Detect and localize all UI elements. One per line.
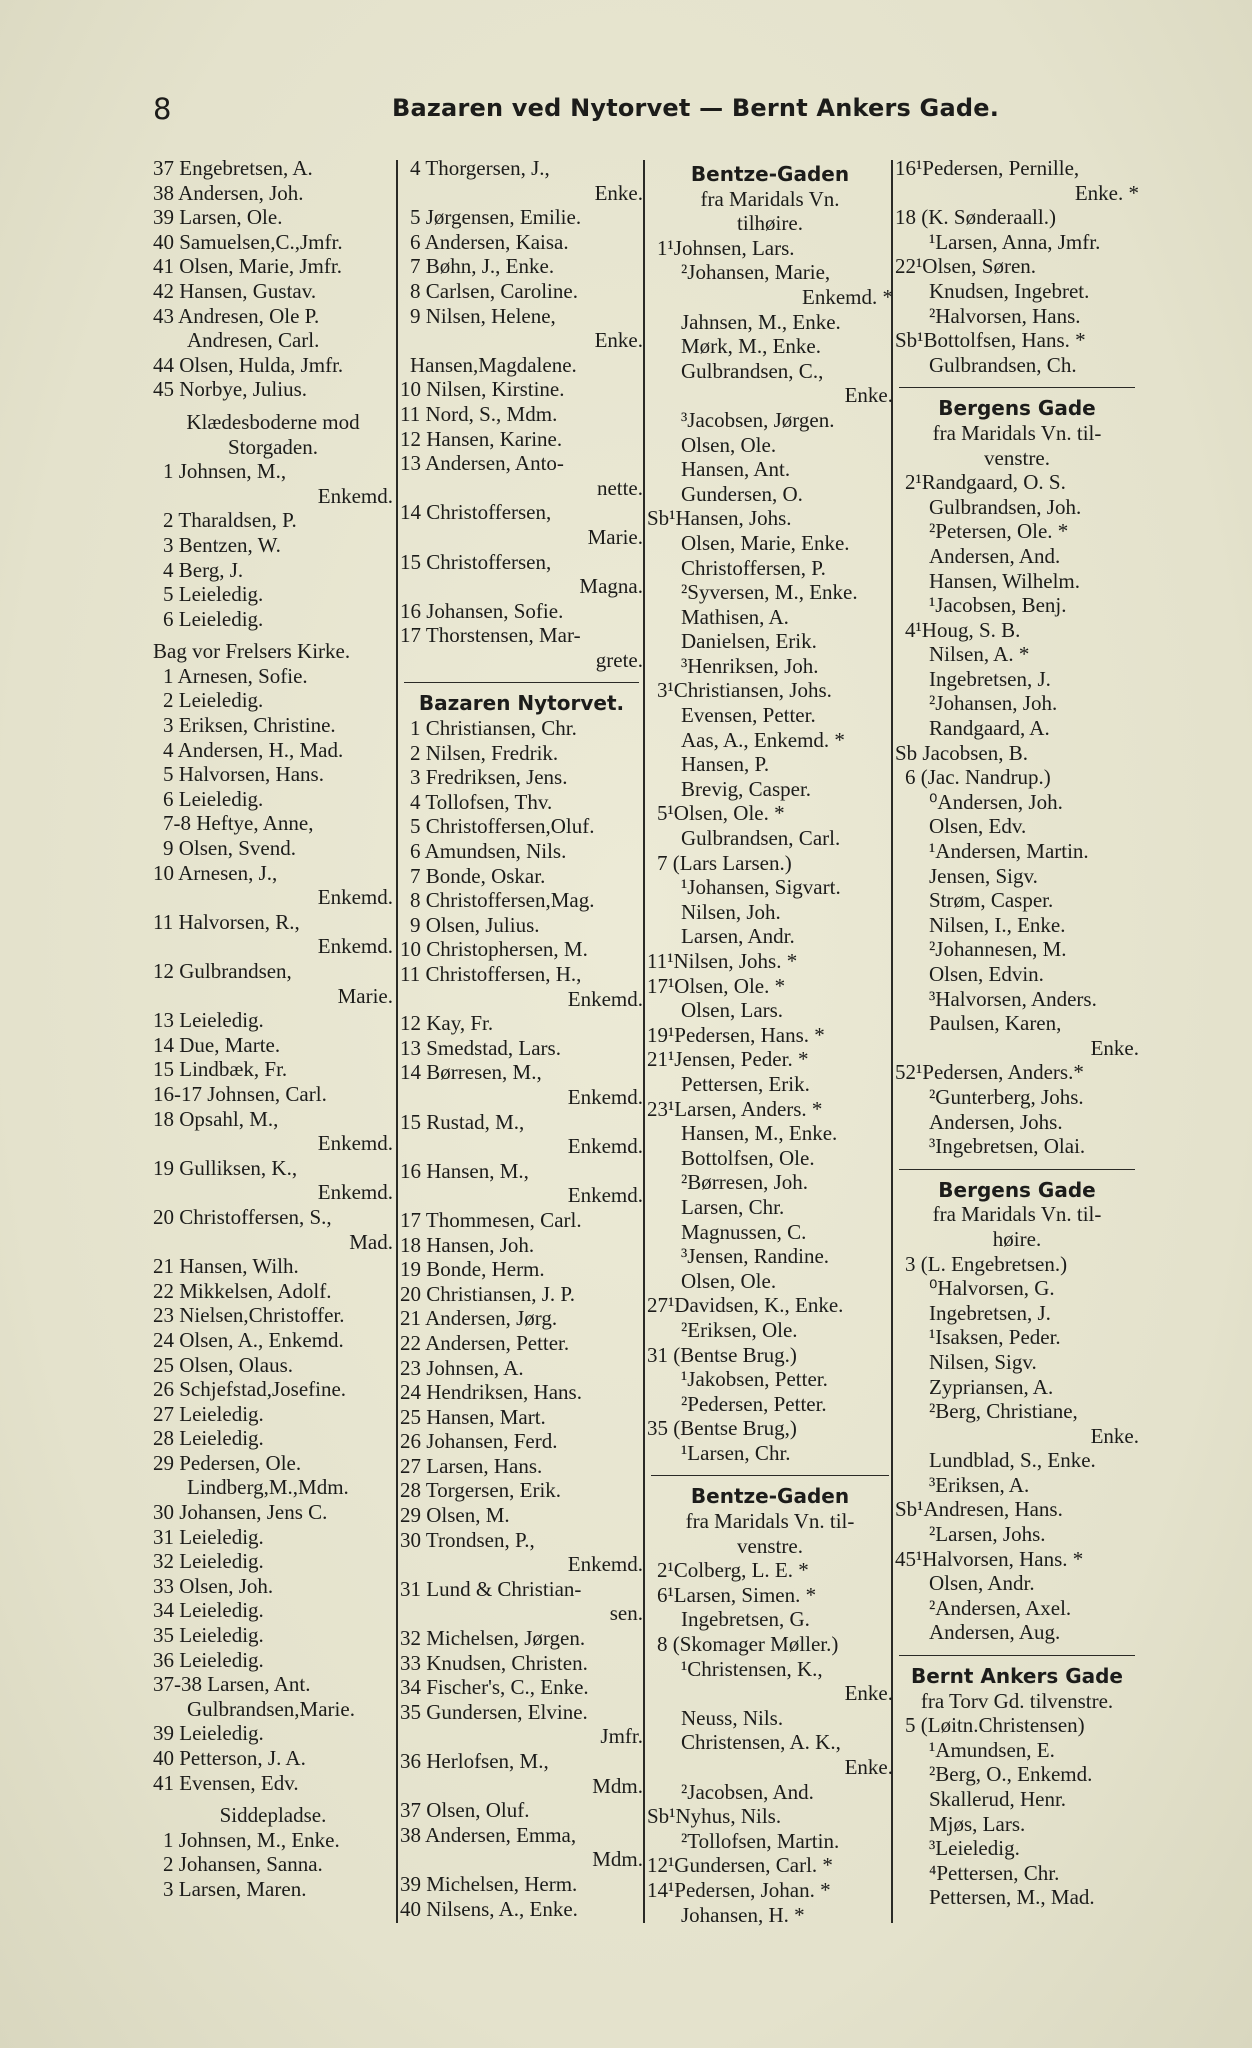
directory-entry: 3 Bentzen, W. <box>163 532 281 557</box>
directory-entry: Randgaard, A. <box>929 716 1050 741</box>
directory-entry: Enkemd. <box>317 1180 393 1205</box>
directory-entry: 1 Arnesen, Sofie. <box>163 663 308 688</box>
directory-entry: 27¹Davidsen, K., Enke. <box>647 1293 844 1318</box>
spacer <box>153 1795 393 1803</box>
directory-entry: 31 Leieledig. <box>153 1524 264 1549</box>
directory-entry: 30 Johansen, Jens C. <box>153 1500 328 1525</box>
directory-entry: 7 Bøhn, J., Enke. <box>410 254 555 279</box>
directory-entry: Sb¹Hansen, Johs. <box>647 506 792 531</box>
directory-entry: 5 Halvorsen, Hans. <box>163 762 324 787</box>
directory-entry: 16-17 Johnsen, Carl. <box>153 1081 327 1106</box>
directory-entry: Pettersen, M., Mad. <box>929 1885 1095 1910</box>
directory-entry: 17¹Olsen, Ole. * <box>647 973 786 998</box>
directory-entry: grete. <box>595 647 643 672</box>
directory-entry: 45 Norbye, Julius. <box>153 377 307 402</box>
directory-entry: Ingebretsen, J. <box>929 1300 1051 1325</box>
directory-entry: Enkemd. <box>567 1134 643 1159</box>
column-4 <box>895 156 1139 1910</box>
directory-entry: 10 Christophersen, M. <box>400 937 588 962</box>
directory-entry: 44 Olsen, Hulda, Jmfr. <box>153 352 344 377</box>
directory-entry: ¹Johansen, Sigvart. <box>681 875 841 900</box>
directory-entry: 18 (K. Sønderaall.) <box>895 205 1056 230</box>
page-header: Bazaren ved Nytorvet — Bernt Ankers Gade. <box>392 94 1000 122</box>
directory-entry: Gulbrandsen, C., <box>681 358 824 383</box>
directory-entry: Enke. * <box>1074 180 1139 205</box>
directory-entry: Enke. <box>844 1681 893 1706</box>
directory-entry: 11¹Nilsen, Johs. * <box>647 949 798 973</box>
directory-entry: 3 (L. Engebretsen.) <box>905 1251 1068 1276</box>
directory-entry: Gundersen, O. <box>681 481 803 506</box>
directory-entry: 6 Amundsen, Nils. <box>410 839 567 864</box>
directory-entry: 37-38 Larsen, Ant. <box>153 1672 311 1697</box>
directory-entry: Siddepladse. <box>219 1803 327 1828</box>
directory-entry: 23¹Larsen, Anders. * <box>647 1096 823 1121</box>
directory-entry: ²Syversen, M., Enke. <box>681 580 858 605</box>
directory-entry: Brevig, Casper. <box>681 776 812 801</box>
directory-entry: 45¹Halvorsen, Hans. * <box>895 1546 1084 1571</box>
directory-entry: 13 Smedstad, Lars. <box>400 1035 561 1060</box>
directory-entry: 9 Nilsen, Helene, <box>410 303 556 328</box>
directory-entry: Evensen, Petter. <box>681 703 816 728</box>
directory-entry: Sb¹Nyhus, Nils. <box>647 1804 782 1829</box>
directory-entry: ²Pedersen, Petter. <box>681 1391 827 1416</box>
directory-entry: 12 Gulbrandsen, <box>153 959 292 983</box>
directory-entry: fra Maridals Vn. til- <box>932 1202 1102 1227</box>
directory-entry: Mørk, M., Enke. <box>681 334 821 359</box>
directory-entry: Neuss, Nils. <box>681 1705 784 1730</box>
directory-entry: 22 Mikkelsen, Adolf. <box>153 1278 332 1303</box>
spacer <box>153 631 393 639</box>
directory-entry: venstre. <box>984 445 1050 470</box>
column-1 <box>153 156 393 1902</box>
directory-entry: 9 Olsen, Julius. <box>410 912 540 937</box>
directory-entry: ¹Andersen, Martin. <box>929 839 1089 864</box>
directory-entry: 16¹Pedersen, Pernille, <box>895 156 1080 180</box>
directory-entry: Johansen, H. * <box>681 1902 805 1927</box>
directory-entry: Mjøs, Lars. <box>929 1811 1026 1836</box>
directory-entry: 40 Petterson, J. A. <box>153 1746 306 1770</box>
directory-entry: 29 Olsen, M. <box>400 1503 510 1528</box>
directory-entry: Klædesboderne mod <box>186 409 360 434</box>
directory-entry: 8 (Skomager Møller.) <box>657 1632 839 1657</box>
directory-entry: 7-8 Heftye, Anne, <box>163 811 314 836</box>
directory-entry: 7 (Lars Larsen.) <box>657 850 792 875</box>
directory-entry: ²Berg, Christiane, <box>929 1399 1078 1424</box>
directory-entry: 29 Pedersen, Ole. <box>153 1450 302 1475</box>
directory-entry: Enke. <box>594 180 643 205</box>
section-rule <box>899 1655 1135 1656</box>
directory-entry: 12 Kay, Fr. <box>400 1011 494 1036</box>
directory-entry: 35 Leieledig. <box>153 1623 264 1648</box>
directory-entry: Hansen, M., Enke. <box>681 1121 838 1146</box>
directory-entry: 4 Thorgersen, J., <box>410 156 550 180</box>
directory-entry: 27 Larsen, Hans. <box>400 1453 543 1478</box>
directory-entry: 12 Hansen, Karine. <box>400 426 563 451</box>
directory-entry: 2 Tharaldsen, P. <box>163 508 297 533</box>
directory-entry: Enkemd. <box>317 483 393 508</box>
directory-entry: Mad. <box>349 1229 393 1254</box>
directory-entry: Olsen, Ole. <box>681 1268 777 1293</box>
directory-entry: 3 Eriksen, Christine. <box>163 713 336 738</box>
directory-entry: 26 Johansen, Ferd. <box>400 1429 558 1454</box>
directory-entry: 6¹Larsen, Simen. * <box>657 1582 817 1607</box>
directory-entry: Aas, A., Enkemd. * <box>681 727 845 752</box>
directory-entry: Gulbrandsen,Marie. <box>187 1696 355 1721</box>
directory-entry: 6 Leieledig. <box>163 786 264 811</box>
directory-entry: 2 Nilsen, Fredrik. <box>410 740 559 765</box>
directory-entry: Marie. <box>337 983 393 1008</box>
directory-entry: 4 Andersen, H., Mad. <box>163 737 344 762</box>
section-rule <box>899 1169 1135 1170</box>
column-3 <box>647 156 893 1927</box>
directory-entry: ²Johannesen, M. <box>929 937 1067 962</box>
directory-entry: 11 Nord, S., Mdm. <box>400 401 558 426</box>
directory-entry: Bag vor Frelsers Kirke. <box>153 639 351 664</box>
directory-entry: 14¹Pedersen, Johan. * <box>647 1877 831 1902</box>
directory-entry: Gulbrandsen, Ch. <box>929 352 1077 377</box>
directory-entry: 21¹Jensen, Peder. * <box>647 1047 809 1072</box>
directory-entry: ¹Isaksen, Peder. <box>929 1325 1061 1350</box>
directory-entry: Enkemd. <box>567 986 643 1011</box>
directory-entry: Enkemd. <box>317 1131 393 1156</box>
directory-entry: 36 Leieledig. <box>153 1647 264 1672</box>
directory-entry: 28 Leieledig. <box>153 1426 264 1451</box>
directory-entry: 1 Johnsen, M., <box>163 459 287 484</box>
directory-entry: 35 (Bentse Brug,) <box>647 1416 797 1441</box>
directory-entry: Christensen, A. K., <box>681 1730 841 1755</box>
directory-entry: 32 Leieledig. <box>153 1549 264 1574</box>
directory-entry: ²Gunterberg, Johs. <box>929 1084 1084 1109</box>
section-heading: Bergens Gade <box>938 1177 1096 1202</box>
directory-entry: fra Maridals Vn. til- <box>685 1509 855 1534</box>
directory-entry: 34 Fischer's, C., Enke. <box>400 1675 589 1700</box>
directory-entry: 11 Halvorsen, R., <box>153 909 300 934</box>
directory-entry: 21 Hansen, Wilh. <box>153 1254 299 1279</box>
directory-entry: Jahnsen, M., Enke. <box>681 309 841 334</box>
directory-entry: Strøm, Casper. <box>929 888 1054 913</box>
directory-entry: ¹Larsen, Anna, Jmfr. <box>929 229 1101 254</box>
directory-entry: 3 Fredriksen, Jens. <box>410 765 568 790</box>
section-heading: Bentze-Gaden <box>690 1484 850 1509</box>
directory-entry: 6 (Jac. Nandrup.) <box>905 765 1051 790</box>
directory-entry: Andersen, Aug. <box>929 1620 1061 1645</box>
directory-entry: Knudsen, Ingebret. <box>929 278 1090 303</box>
directory-entry: Storgaden. <box>227 434 319 459</box>
directory-entry: ³Eriksen, A. <box>929 1472 1030 1497</box>
directory-entry: Nilsen, Joh. <box>681 899 781 924</box>
directory-entry: ¹Jacobsen, Benj. <box>929 593 1067 618</box>
directory-entry: 5 Jørgensen, Emilie. <box>410 205 582 230</box>
spacer <box>153 402 393 410</box>
directory-entry: 14 Due, Marte. <box>153 1032 281 1057</box>
directory-entry: ³Leieledig. <box>929 1836 1020 1861</box>
directory-entry: 41 Olsen, Marie, Jmfr. <box>153 254 342 279</box>
directory-entry: Skallerud, Henr. <box>929 1787 1067 1811</box>
directory-entry: Olsen, Andr. <box>929 1571 1035 1596</box>
directory-entry: høire. <box>992 1226 1042 1251</box>
directory-entry: Hansen, P. <box>681 752 770 777</box>
directory-entry: 20 Christiansen, J. P. <box>400 1281 576 1306</box>
directory-entry: 20 Christoffersen, S., <box>153 1204 332 1229</box>
directory-entry: 31 (Bentse Brug.) <box>647 1342 797 1367</box>
directory-entry: ²Johansen, Marie, <box>681 260 831 285</box>
directory-entry: ³Halvorsen, Anders. <box>929 986 1097 1011</box>
directory-entry: Enkemd. <box>567 1183 643 1208</box>
directory-entry: 2¹Randgaard, O. S. <box>905 470 1066 495</box>
directory-entry: 40 Samuelsen,C.,Jmfr. <box>153 229 343 254</box>
directory-entry: Mathisen, A. <box>681 604 789 629</box>
directory-entry: 13 Andersen, Anto- <box>400 451 564 476</box>
section-heading: Bentze-Gaden <box>690 162 850 186</box>
section-rule <box>651 1475 889 1476</box>
directory-entry: Larsen, Chr. <box>681 1194 785 1219</box>
directory-entry: Hansen,Magdalene. <box>410 352 577 377</box>
directory-entry: 21 Andersen, Jørg. <box>400 1306 558 1331</box>
directory-entry: 30 Trondsen, P., <box>400 1527 535 1552</box>
directory-entry: ³Jensen, Randine. <box>681 1244 830 1269</box>
directory-entry: ²Larsen, Johs. <box>929 1522 1046 1547</box>
directory-entry: ²Johansen, Joh. <box>929 691 1058 716</box>
directory-entry: 9 Olsen, Svend. <box>163 836 296 861</box>
directory-entry: ³Henriksen, Joh. <box>681 653 819 678</box>
directory-entry: ⁰Halvorsen, G. <box>929 1276 1055 1301</box>
directory-entry: ³Jacobsen, Jørgen. <box>681 407 835 432</box>
directory-entry: 5 Leieledig. <box>163 582 264 607</box>
directory-entry: Enke. <box>594 328 643 353</box>
directory-entry: 3 Larsen, Maren. <box>163 1876 307 1901</box>
directory-entry: ¹Jakobsen, Petter. <box>681 1367 828 1392</box>
directory-entry: Christoffersen, P. <box>681 555 826 580</box>
directory-entry: ²Andersen, Axel. <box>929 1595 1072 1620</box>
directory-entry: Enkemd. <box>317 885 393 910</box>
directory-entry: Andersen, Johs. <box>929 1109 1063 1134</box>
directory-entry: 52¹Pedersen, Anders.* <box>895 1060 1084 1085</box>
directory-entry: Enkemd. <box>317 934 393 959</box>
directory-entry: Enke. <box>844 1755 893 1779</box>
directory-entry: Gulbrandsen, Carl. <box>681 826 841 851</box>
directory-entry: 18 Opsahl, M., <box>153 1106 279 1131</box>
directory-entry: ²Jacobsen, And. <box>681 1779 814 1804</box>
directory-entry: 23 Johnsen, A. <box>400 1355 524 1380</box>
directory-entry: 4 Berg, J. <box>163 557 244 582</box>
directory-entry: 24 Hendriksen, Hans. <box>400 1380 582 1405</box>
directory-entry: 19 Gulliksen, K., <box>153 1155 298 1180</box>
directory-entry: 8 Carlsen, Caroline. <box>410 278 578 303</box>
directory-entry: Ingebretsen, G. <box>681 1607 810 1632</box>
directory-entry: Nilsen, I., Enke. <box>929 912 1066 937</box>
directory-entry: 19 Bonde, Herm. <box>400 1257 545 1282</box>
directory-entry: 38 Andersen, Emma, <box>400 1822 577 1847</box>
directory-entry: 17 Thorstensen, Mar- <box>400 623 581 648</box>
directory-entry: Hansen, Ant. <box>681 457 791 482</box>
directory-entry: 7 Bonde, Oskar. <box>410 863 546 888</box>
directory-entry: 10 Arnesen, J., <box>153 860 278 885</box>
directory-entry: Lindberg,M.,Mdm. <box>187 1475 349 1500</box>
directory-entry: Enkemd. <box>567 1552 643 1577</box>
directory-entry: fra Maridals Vn. <box>700 186 840 211</box>
directory-entry: Gulbrandsen, Joh. <box>929 494 1082 519</box>
directory-entry: 13 Leieledig. <box>153 1008 264 1033</box>
directory-entry: 26 Schjefstad,Josefine. <box>153 1377 347 1402</box>
column-2 <box>400 156 643 1921</box>
directory-entry: 6 Andersen, Kaisa. <box>410 229 569 254</box>
directory-entry: ¹Amundsen, E. <box>929 1737 1055 1762</box>
directory-entry: Mdm. <box>592 1847 643 1872</box>
directory-entry: 16 Hansen, M., <box>400 1158 529 1183</box>
directory-entry: 19¹Pedersen, Hans. * <box>647 1022 825 1047</box>
directory-entry: Olsen, Edvin. <box>929 962 1044 986</box>
directory-entry: 5 (Løitn.Christensen) <box>905 1713 1085 1738</box>
section-heading: Bergens Gade <box>938 396 1096 421</box>
directory-entry: Hansen, Wilhelm. <box>929 568 1080 593</box>
column-divider <box>396 160 398 1923</box>
directory-entry: 15 Lindbæk, Fr. <box>153 1057 288 1082</box>
directory-entry: 34 Leieledig. <box>153 1598 264 1623</box>
directory-entry: 3¹Christiansen, Johs. <box>657 678 832 703</box>
directory-entry: Paulsen, Karen, <box>929 1011 1062 1036</box>
directory-entry: Sb¹Bottolfsen, Hans. * <box>895 328 1086 353</box>
directory-entry: Ingebretsen, J. <box>929 666 1051 691</box>
directory-entry: 27 Leieledig. <box>153 1401 264 1426</box>
directory-entry: 37 Olsen, Oluf. <box>400 1798 530 1823</box>
directory-entry: 24 Olsen, A., Enkemd. <box>153 1327 344 1352</box>
directory-entry: Olsen, Marie, Enke. <box>681 530 850 555</box>
directory-entry: ²Eriksen, Ole. <box>681 1317 798 1342</box>
directory-entry: 43 Andresen, Ole P. <box>153 303 320 328</box>
directory-entry: Bottolfsen, Ole. <box>681 1145 815 1170</box>
directory-entry: 25 Hansen, Mart. <box>400 1404 546 1429</box>
directory-entry: fra Torv Gd. tilvenstre. <box>920 1688 1114 1713</box>
directory-entry: ²Petersen, Ole. * <box>929 519 1069 544</box>
directory-entry: 41 Evensen, Edv. <box>153 1770 299 1795</box>
directory-entry: Enkemd. * <box>802 284 893 309</box>
directory-entry: Pettersen, Erik. <box>681 1071 810 1096</box>
directory-entry: venstre. <box>737 1533 803 1558</box>
directory-entry: 8 Christoffersen,Mag. <box>410 888 595 913</box>
directory-entry: 42 Hansen, Gustav. <box>153 278 317 303</box>
directory-entry: 35 Gundersen, Elvine. <box>400 1699 588 1724</box>
directory-entry: ¹Christensen, K., <box>681 1656 823 1681</box>
directory-entry: Andersen, And. <box>929 543 1061 568</box>
directory-entry: 17 Thommesen, Carl. <box>400 1207 582 1232</box>
column-divider <box>643 160 645 1923</box>
directory-entry: 22 Andersen, Petter. <box>400 1330 570 1355</box>
directory-entry: 10 Nilsen, Kirstine. <box>400 377 565 402</box>
directory-entry: 2 Johansen, Sanna. <box>163 1852 323 1877</box>
directory-entry: Mdm. <box>592 1773 643 1798</box>
directory-entry: ²Tollofsen, Martin. <box>681 1828 840 1853</box>
section-rule <box>899 387 1135 388</box>
directory-entry: 1¹Johnsen, Lars. <box>657 235 795 260</box>
directory-entry: Sb Jacobsen, B. <box>895 740 1028 765</box>
directory-entry: Jmfr. <box>600 1724 643 1749</box>
directory-entry: 5 Christoffersen,Oluf. <box>410 814 595 839</box>
directory-entry: Andresen, Carl. <box>187 328 320 353</box>
directory-entry: 14 Børresen, M., <box>400 1060 542 1085</box>
directory-entry: 14 Christoffersen, <box>400 500 552 525</box>
page-number: 8 <box>153 92 172 126</box>
directory-entry: 40 Nilsens, A., Enke. <box>400 1896 578 1921</box>
directory-entry: 38 Andersen, Joh. <box>153 180 304 205</box>
directory-entry: Enke. <box>844 383 893 408</box>
directory-entry: Olsen, Ole. <box>681 432 777 457</box>
directory-entry: ²Børresen, Joh. <box>681 1170 809 1195</box>
directory-entry: ²Halvorsen, Hans. <box>929 303 1081 328</box>
directory-entry: 32 Michelsen, Jørgen. <box>400 1626 586 1651</box>
directory-entry: 5¹Olsen, Ole. * <box>657 801 785 826</box>
section-heading: Bazaren Nytorvet. <box>418 691 625 716</box>
directory-entry: Enke. <box>1090 1423 1139 1448</box>
directory-entry: Marie. <box>587 524 643 549</box>
directory-entry: 1 Johnsen, M., Enke. <box>163 1827 340 1852</box>
directory-entry: Nilsen, Sigv. <box>929 1349 1037 1374</box>
directory-entry: 23 Nielsen,Christoffer. <box>153 1303 345 1328</box>
directory-entry: Enkemd. <box>567 1084 643 1109</box>
directory-entry: 4¹Houg, S. B. <box>905 617 1021 642</box>
directory-entry: 16 Johansen, Sofie. <box>400 598 564 623</box>
directory-entry: 33 Olsen, Joh. <box>153 1573 274 1598</box>
directory-entry: Olsen, Edv. <box>929 814 1027 839</box>
directory-entry: 18 Hansen, Joh. <box>400 1232 535 1257</box>
directory-entry: ¹Larsen, Chr. <box>681 1440 791 1465</box>
directory-entry: Magnussen, C. <box>681 1219 807 1244</box>
section-rule <box>404 682 639 683</box>
directory-entry: 33 Knudsen, Christen. <box>400 1650 588 1675</box>
directory-entry: 2¹Colberg, L. E. * <box>657 1558 809 1583</box>
directory-entry: 4 Tollofsen, Thv. <box>410 789 553 814</box>
directory-entry: 11 Christoffersen, H., <box>400 962 582 986</box>
directory-entry: Olsen, Lars. <box>681 998 784 1023</box>
directory-entry: Lundblad, S., Enke. <box>929 1448 1096 1473</box>
directory-entry: Nilsen, A. * <box>929 642 1030 667</box>
directory-entry: Danielsen, Erik. <box>681 629 817 654</box>
directory-entry: nette. <box>596 475 643 500</box>
directory-entry: Enke. <box>1090 1035 1139 1060</box>
directory-entry: Larsen, Andr. <box>681 924 795 949</box>
directory-entry: ³Ingebretsen, Olai. <box>929 1134 1086 1159</box>
directory-entry: ⁴Pettersen, Chr. <box>929 1860 1060 1885</box>
directory-entry: tilhøire. <box>737 211 803 236</box>
directory-entry: 39 Leieledig. <box>153 1721 264 1746</box>
directory-entry: Jensen, Sigv. <box>929 863 1038 888</box>
directory-entry: 2 Leieledig. <box>163 688 264 713</box>
directory-entry: Magna. <box>579 574 643 599</box>
directory-entry: 39 Larsen, Ole. <box>153 205 283 230</box>
directory-entry: 15 Christoffersen, <box>400 549 552 574</box>
section-heading: Bernt Ankers Gade <box>910 1664 1123 1689</box>
directory-entry: 22¹Olsen, Søren. <box>895 254 1037 279</box>
directory-entry: ²Berg, O., Enkemd. <box>929 1762 1093 1787</box>
directory-entry: ⁰Andersen, Joh. <box>929 789 1063 814</box>
directory-entry: Zypriansen, A. <box>929 1374 1054 1399</box>
directory-entry: Sb¹Andresen, Hans. <box>895 1497 1063 1522</box>
directory-entry: 36 Herlofsen, M., <box>400 1749 549 1773</box>
directory-entry: 25 Olsen, Olaus. <box>153 1352 293 1377</box>
directory-entry: 28 Torgersen, Erik. <box>400 1478 562 1503</box>
directory-entry: 39 Michelsen, Herm. <box>400 1871 578 1896</box>
directory-entry: sen. <box>609 1601 643 1626</box>
directory-entry: 15 Rustad, M., <box>400 1109 525 1134</box>
directory-entry: 31 Lund & Christian- <box>400 1576 582 1601</box>
directory-entry: fra Maridals Vn. til- <box>932 420 1102 445</box>
directory-entry: 6 Leieledig. <box>163 606 264 631</box>
directory-entry: 12¹Gundersen, Carl. * <box>647 1853 833 1878</box>
directory-entry: 37 Engebretsen, A. <box>153 156 313 180</box>
directory-entry: 1 Christiansen, Chr. <box>410 716 577 741</box>
